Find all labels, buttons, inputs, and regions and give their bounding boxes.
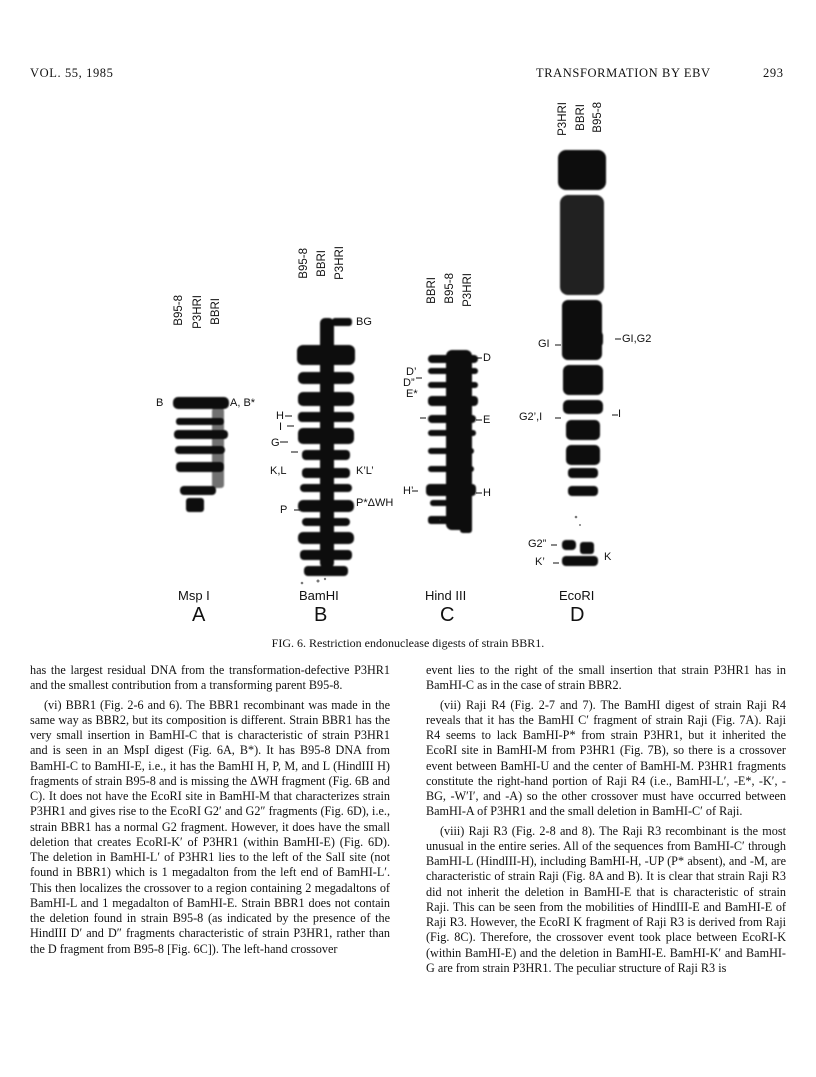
band-label: B: [156, 397, 164, 409]
band-label: I: [618, 408, 622, 420]
journal-volume: VOL. 55, 1985: [30, 66, 114, 80]
paragraph: has the largest residual DNA from the transformation-defective P3HR1 and the smallest contribution from a transforming parent B95-8.: [30, 663, 390, 693]
panel-d-letter: D: [570, 604, 585, 626]
panel-b-bands: [297, 318, 355, 576]
panel-b-letter: B: [314, 604, 328, 626]
lane-label: B95-8: [298, 248, 310, 279]
band-label: P*ΔWH: [356, 497, 394, 509]
running-title: TRANSFORMATION BY EBV: [536, 66, 711, 80]
paragraph: (vii) Raji R4 (Fig. 2-7 and 7). The BamHI digest of strain Raji R4 reveals that it has the BamHI C′ fragment of strain Raji (Fig. 7A). Raji R4 seems to lack BamHI-P* from strain P3HR1, but it inherited the EcoRI site in BamHI-M from P3HR1 (Fig. 7B), so there is a crossover event between BamHI-U and the center of BamHI-M. P3HR1 fragments constitute the right-hand portion of Raji R4 (i.e., BamHI-L′, -E*, -K′, -BG, -W′I′, and -A) so the other crossover must have occurred between BamHI-A of P3HR1 and the small deletion in BamHI-C′ of Raji.: [426, 697, 786, 819]
panel-d-bands: [558, 150, 606, 566]
band-label: G2’,I: [519, 411, 543, 423]
lane-label: BBRI: [426, 277, 438, 304]
paragraph: event lies to the right of the small insertion that strain P3HR1 has in BamHI-C as in the case of strain BBR2.: [426, 663, 786, 693]
panel-c-enzyme: Hind III: [425, 588, 467, 603]
paragraph: (vi) BBR1 (Fig. 2-6 and 6). The BBR1 recombinant was made in the same way as BBR2, but its composition is different. Strain BBR1 has the very small insertion in BamHI-C that is characteristic of strain P3HR1 and is seen in an MspI digest (Fig. 6A, B*). It has B95-8 DNA from BamHI-C to BamHI-E, i.e., it has the BamHI H, P, M, and L (HindIII H) fragments of strain B95-8 and is missing the ΔWH fragment (Fig. 6B and C). It does not have the EcoRI site in BamHI-M that characterizes strain P3HR1 and gives rise to the EcoRI G2′ and G2″ fragments (Fig. 6D), i.e., strain BBR1 has a normal G2 fragment. However, it does have the small deletion that creates EcoRI-K′ of P3HR1 (within BamHI-E) (Fig. 6D). The deletion in BamHI-L′ of P3HR1 lies to the left of the SalI site (not found in BBR1) which is 1 megadalton from the left end of BamHI-L′. This then localizes the crossover to a region containing 2 megadaltons of BamHI-L and 1 megadalton of BamHI-E. Strain BBR1 does not contain the deletion found in strain B95-8 (as indicated by the presence of the HindIII D′ and D″ fragments characteristic of strain P3HR1, rather than the D fragment from B95-8 [Fig. 6C]). The left-hand crossover: [30, 697, 390, 956]
band-label: H: [276, 410, 284, 422]
band-label: K’L’: [356, 465, 374, 477]
lane-label: P3HRI: [557, 102, 569, 136]
band-label: E*: [406, 388, 418, 400]
lane-label: B95-8: [592, 102, 604, 133]
lane-label: BBRI: [210, 298, 222, 325]
band-label: I: [279, 421, 283, 433]
figure-caption: FIG. 6. Restriction endonuclease digests of strain BBR1.: [271, 636, 545, 650]
gel-electrophoresis-figure: [0, 90, 816, 630]
lane-label: B95-8: [444, 273, 456, 304]
lane-label: P3HRI: [192, 295, 204, 329]
panel-a-bands: [173, 397, 229, 512]
band-label: BG: [356, 316, 372, 328]
right-column: [426, 663, 786, 980]
band-label: D’: [406, 366, 417, 378]
band-label: GI,G2: [622, 333, 652, 345]
band-label: P: [280, 504, 288, 516]
lane-label: BBRI: [316, 250, 328, 277]
page-number: 293: [763, 66, 784, 80]
panel-c-bands: [426, 350, 478, 533]
band-label: G2”: [528, 538, 547, 550]
panel-c-letter: C: [440, 604, 455, 626]
lane-label: BBRI: [575, 104, 587, 131]
band-label: A, B*: [230, 397, 256, 409]
band-label: K: [604, 551, 612, 563]
band-label: E: [483, 414, 491, 426]
band-label: GI: [538, 338, 550, 350]
band-label: H’: [403, 485, 414, 497]
band-label: K,L: [270, 465, 287, 477]
panel-a-letter: A: [192, 604, 206, 626]
panel-a-enzyme: Msp I: [178, 588, 210, 603]
panel-b-enzyme: BamHI: [299, 588, 339, 603]
lane-label: P3HRI: [462, 273, 474, 307]
lane-label: P3HRI: [334, 246, 346, 280]
left-column: [30, 663, 390, 961]
lane-label: B95-8: [173, 295, 185, 326]
paragraph: (viii) Raji R3 (Fig. 2-8 and 8). The Raji R3 recombinant is the most unusual in the entire series. All of the sequences from BamHI-C′ through BamHI-L (HindIII-H), including BamHI-H, -UP (P* absent), and -M, are characteristic of strain Raji (Fig. 8A and B). It is clear that strain Raji R3 did not inherit the deletion in BamHI-E that is characteristic of strain Raji. This can be seen from the mobilities of HindIII-E and BamHI-E of Raji R3. However, the EcoRI K fragment of Raji R3 is derived from Raji (Fig. 8C). Therefore, the crossover event took place between EcoRI-K (within BamHI-E) and the deletion in BamHI-E. BamHI-K′ and BamHI-G are from strain P3HR1. The peculiar structure of Raji R3 is: [426, 823, 786, 975]
band-label: D”: [403, 377, 415, 389]
band-label: H: [483, 487, 491, 499]
band-label: D: [483, 352, 491, 364]
band-label: G: [271, 437, 280, 449]
band-label: K’: [535, 556, 545, 568]
panel-d-enzyme: EcoRI: [559, 588, 595, 603]
